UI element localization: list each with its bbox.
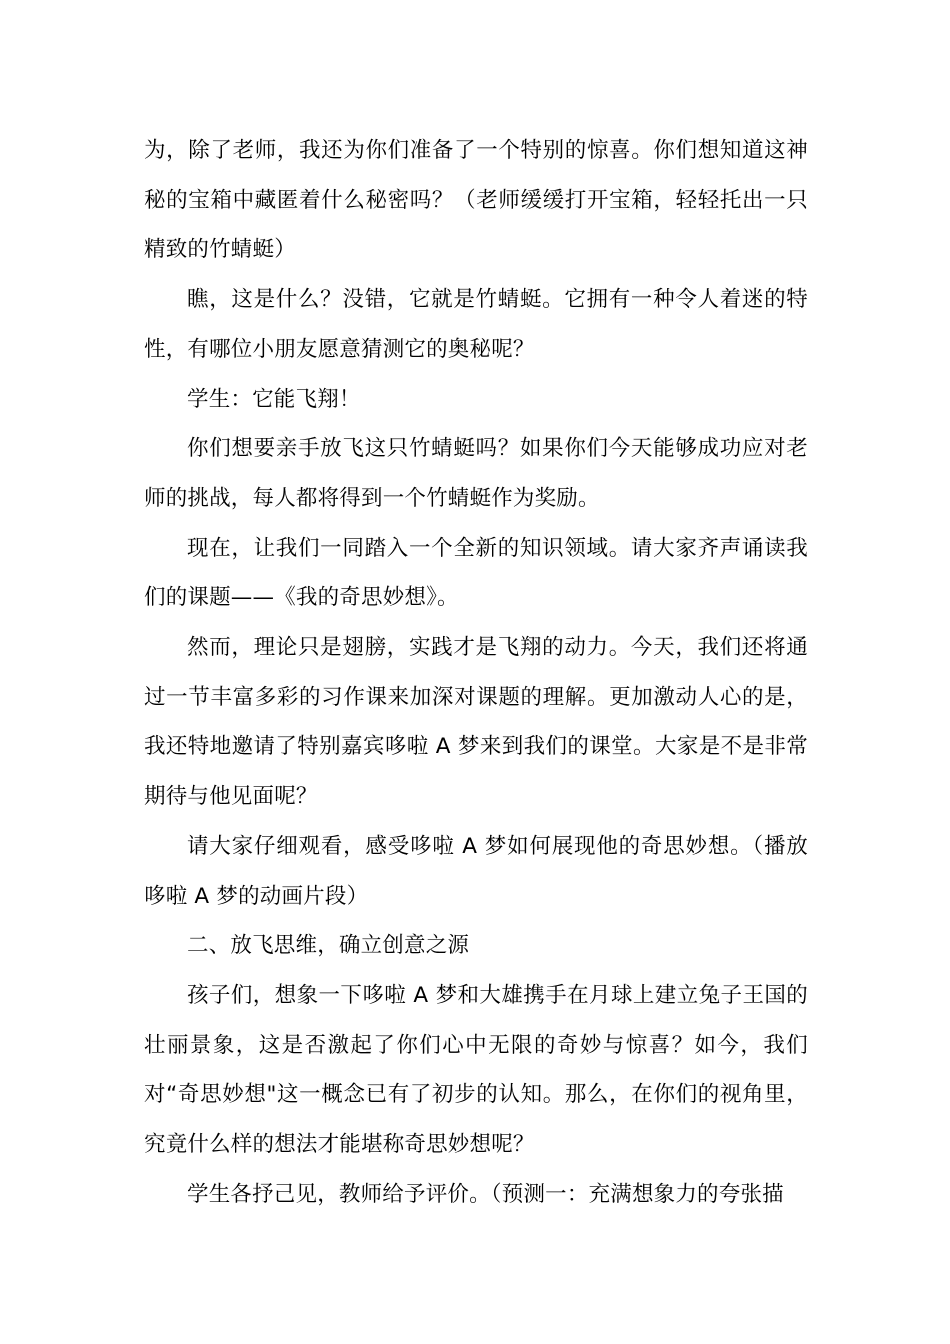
paragraph: 现在，让我们一同踏入一个全新的知识领域。请大家齐声诵读我们的课题——《我的奇思妙想》。 <box>144 535 808 611</box>
paragraph: 为，除了老师，我还为你们准备了一个特别的惊喜。你们想知道这神秘的宝箱中藏匿着什么秘密吗？（老师缓缓打开宝箱，轻轻托出一只精致的竹蜻蜓） <box>144 138 808 263</box>
paragraph: 然而，理论只是翅膀，实践才是飞翔的动力。今天，我们还将通过一节丰富多彩的习作课来加深对课题的理解。更加激动人心的是，我还特地邀请了特别嘉宾哆啦 A 梦来到我们的课堂。大家是不是非常期待与他见面呢？ <box>144 635 808 810</box>
paragraph: 请大家仔细观看，感受哆啦 A 梦如何展现他的奇思妙想。（播放哆啦 A 梦的动画片段） <box>144 833 808 909</box>
paragraph: 你们想要亲手放飞这只竹蜻蜓吗？如果你们今天能够成功应对老师的挑战，每人都将得到一个竹蜻蜓作为奖励。 <box>144 436 808 511</box>
paragraph: 学生：它能飞翔！ <box>187 386 361 412</box>
document-body <box>144 126 808 1219</box>
paragraph: 瞧，这是什么？没错，它就是竹蜻蜓。它拥有一种令人着迷的特性，有哪位小朋友愿意猜测它的奥秘呢？ <box>144 287 808 362</box>
section-heading: 二、放飞思维，确立创意之源 <box>187 933 470 959</box>
paragraph: 学生各抒己见，教师给予评价。（预测一：充满想象力的夸张描 <box>187 1181 784 1207</box>
paragraph: 孩子们，想象一下哆啦 A 梦和大雄携手在月球上建立兔子王国的壮丽景象，这是否激起了你们心中无限的奇妙与惊喜？如今，我们对“奇思妙想"这一概念已有了初步的认知。那么，在你们的视角里，究竟什么样的想法才能堪称奇思妙想呢？ <box>144 982 808 1158</box>
